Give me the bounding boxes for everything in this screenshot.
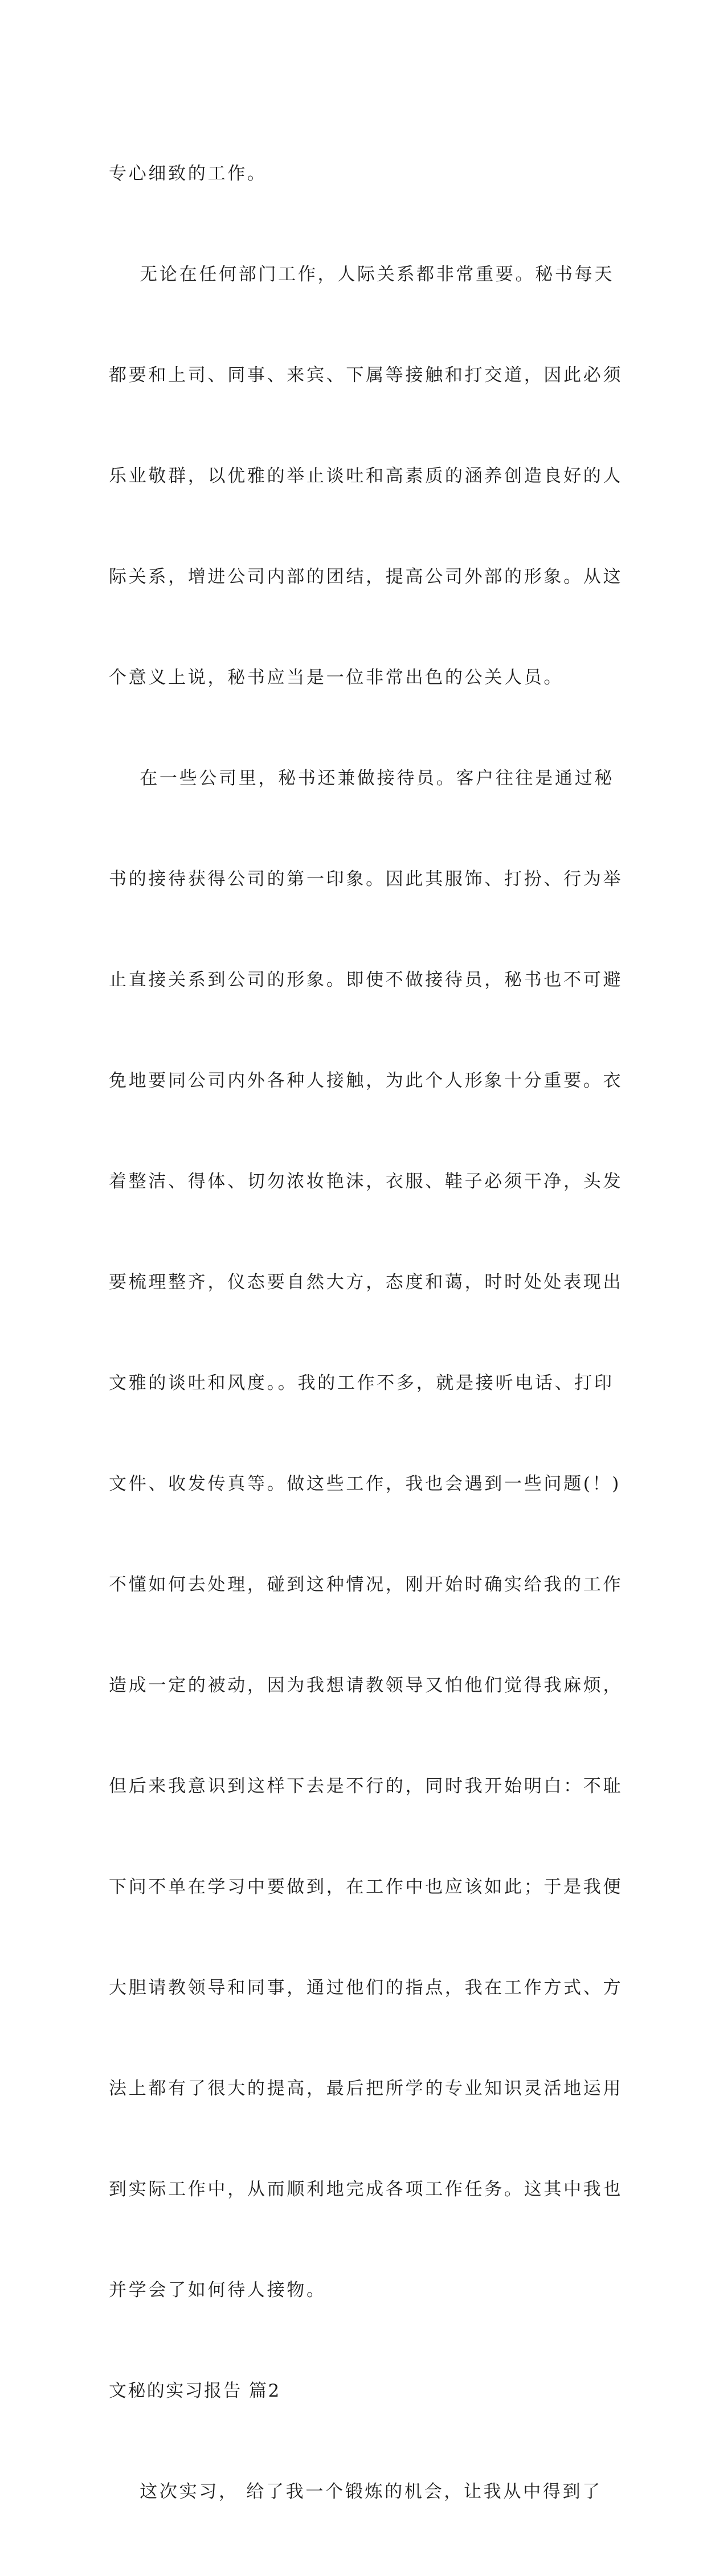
text-line: 大胆请教领导和同事，通过他们的指点，我在工作方式、方 [109,1978,623,1998]
text-line: 专心细致的工作。 [109,163,267,184]
text-line: 造成一定的被动，因为我想请教领导又怕他们觉得我麻烦， [109,1675,623,1696]
text-line: 下问不单在学习中要做到，在工作中也应该如此；于是我便 [109,1877,623,1897]
text-line: 都要和上司、同事、来宾、下属等接触和打交道，因此必须 [109,365,623,385]
text-line: 并学会了如何待人接物。 [109,2280,326,2300]
document-body [109,90,623,2576]
text-line: 到实际工作中，从而顺利地完成各项工作任务。这其中我也 [109,2179,623,2200]
text-line: 不懂如何去处理，碰到这种情况，刚开始时确实给我的工作 [109,1574,623,1595]
text-line: 文件、收发传真等。做这些工作，我也会遇到一些问题(！) [109,1474,622,1494]
text-line: 免地要同公司内外各种人接触，为此个人形象十分重要。衣 [109,1070,623,1091]
text-line: 无论在任何部门工作，人际关系都非常重要。秘书每天 [109,264,615,285]
text-line: 乐业敬群，以优雅的举止谈吐和高素质的涵养创造良好的人 [109,466,623,486]
text-line: 在一些公司里，秘书还兼做接待员。客户往往是通过秘 [109,768,615,789]
text-line: 际关系，增进公司内部的团结，提高公司外部的形象。从这 [109,567,623,587]
text-line: 要梳理整齐，仪态要自然大方，态度和蔼，时时处处表现出 [109,1272,623,1293]
text-line: 止直接关系到公司的形象。即使不做接待员，秘书也不可避 [109,970,623,990]
text-line: 着整洁、得体、切勿浓妆艳沫，衣服、鞋子必须干净，头发 [109,1171,623,1192]
text-line: 文雅的谈吐和风度。。我的工作不多，就是接听电话、打印 [109,1373,614,1393]
section-heading: 文秘的实习报告 篇2 [109,2381,281,2401]
text-line: 法上都有了很大的提高，最后把所学的专业知识灵活地运用 [109,2078,623,2099]
text-line: 但后来我意识到这样下去是不行的，同时我开始明白：不耻 [109,1776,623,1796]
text-line: 个意义上说，秘书应当是一位非常出色的公关人员。 [109,667,564,688]
text-line: 书的接待获得公司的第一印象。因此其服饰、打扮、行为举 [109,869,623,889]
text-line: 这次实习， 给了我一个锻炼的机会，让我从中得到了 [109,2481,602,2502]
